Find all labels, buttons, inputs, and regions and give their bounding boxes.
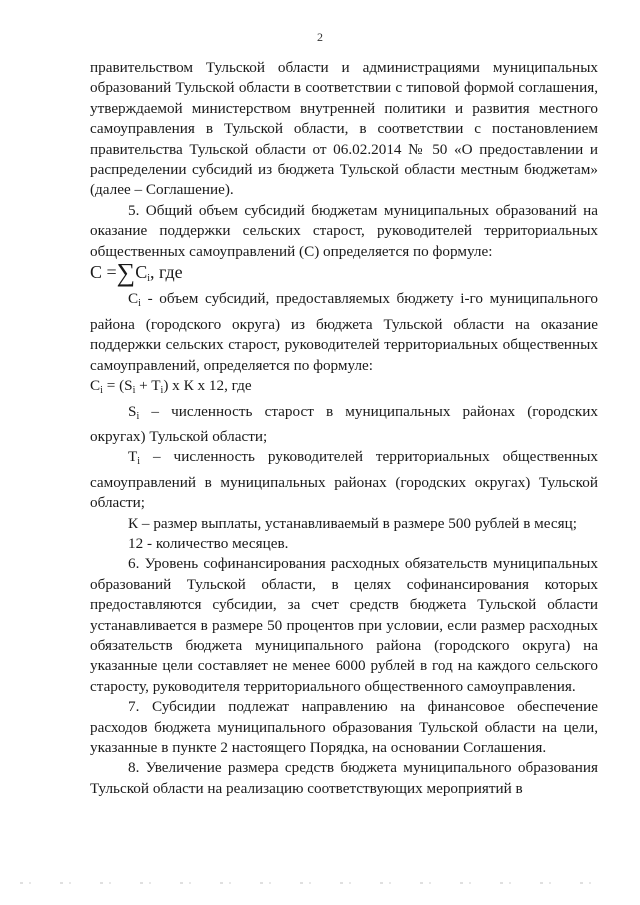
formula-ci-rest: ) x К x 12, где — [163, 377, 252, 395]
ci-subscript: i — [138, 298, 141, 310]
formula-ci-plus: + T — [135, 377, 161, 395]
paragraph-7: 7. Субсидии подлежат направлению на финансовое обеспечение расходов бюджета муниципального образования Тульской области на цели, указанные в пункте 2 настоящего Порядка, на основании Соглашения. — [90, 698, 598, 756]
formula-total-tail: , где — [150, 262, 183, 283]
formula-ci-sub-3: i — [160, 385, 164, 397]
paragraph-6: 6. Уровень софинансирования расходных обязательств муниципальных образований Тульской области, в целях софинансирования которых предоставляются субсидии, за счет средств бюджета Тульской области устанавливается в размере 50 процентов при условии, если размер расходных обязательств бюджета муниципального района (городского округа) на указанные цели составляет не менее 6000 рублей в год на каждого сельского старосту, руководителя территориального общественного самоуправления. — [90, 555, 598, 695]
ti-subscript: i — [137, 456, 141, 468]
sum-symbol: ∑ — [116, 258, 136, 288]
formula-total-lhs: С = — [90, 262, 117, 283]
formula-total-subscript: i — [147, 273, 151, 285]
paragraph-agreement: правительством Тульской области и администрациями муниципальных образований Тульской области в соответствии с типовой формой соглашения, утверждаемой министерством внутренней политики и развития местного самоуправления в Тульской области, в соответствии с постановлением правительства Тульской области от 06.02.2014 № 50 «О предоставлении и распределении субсидий из бюджета Тульской области местным бюджетам» (далее – Соглашение). — [90, 59, 598, 199]
formula-ci-sub-2: i — [132, 385, 136, 397]
si-symbol: S — [128, 402, 137, 420]
page-number: 2 — [317, 30, 323, 44]
ci-definition-text: - объем субсидий, предоставляемых бюджету i-го муниципального района (городского округа) из бюджета Тульской области на оказание поддержки сельских старост, руководителей территориальных общественных самоуправлений, определяется по формуле: — [90, 290, 599, 374]
si-definition-text: – численность старост в муниципальных районах (городских округах) Тульской области; — [90, 402, 599, 445]
document-body — [90, 58, 598, 799]
formula-ci — [90, 376, 598, 401]
formula-total — [90, 258, 598, 289]
formula-ci-sub-1: i — [100, 385, 103, 397]
si-definition — [90, 402, 598, 448]
paragraph-5: 5. Общий объем субсидий бюджетам муниципальных образований на оказание поддержки сельских старост, руководителей территориальных общественных самоуправлений (С) определяется по формуле: — [90, 201, 598, 260]
k-definition: К – размер выплаты, устанавливаемый в размере 500 рублей в месяц; — [128, 514, 577, 532]
months-definition: 12 - количество месяцев. — [128, 534, 289, 552]
paragraph-8: 8. Увеличение размера средств бюджета муниципального образования Тульской области на реализацию соответствующих мероприятий в — [90, 759, 598, 797]
formula-total-term: С — [135, 262, 148, 283]
ti-definition-text: – численность руководителей территориальных общественных самоуправлений в муниципальных районах (городских округах) Тульской области; — [90, 448, 598, 512]
ci-definition — [90, 289, 598, 376]
ci-symbol: С — [128, 290, 139, 308]
ti-definition — [90, 447, 598, 513]
ti-symbol: T — [128, 448, 138, 466]
formula-ci-eq: = (S — [102, 377, 133, 395]
si-subscript: i — [136, 410, 140, 422]
formula-ci-lhs: С — [90, 377, 101, 395]
scan-artifact — [20, 882, 620, 884]
